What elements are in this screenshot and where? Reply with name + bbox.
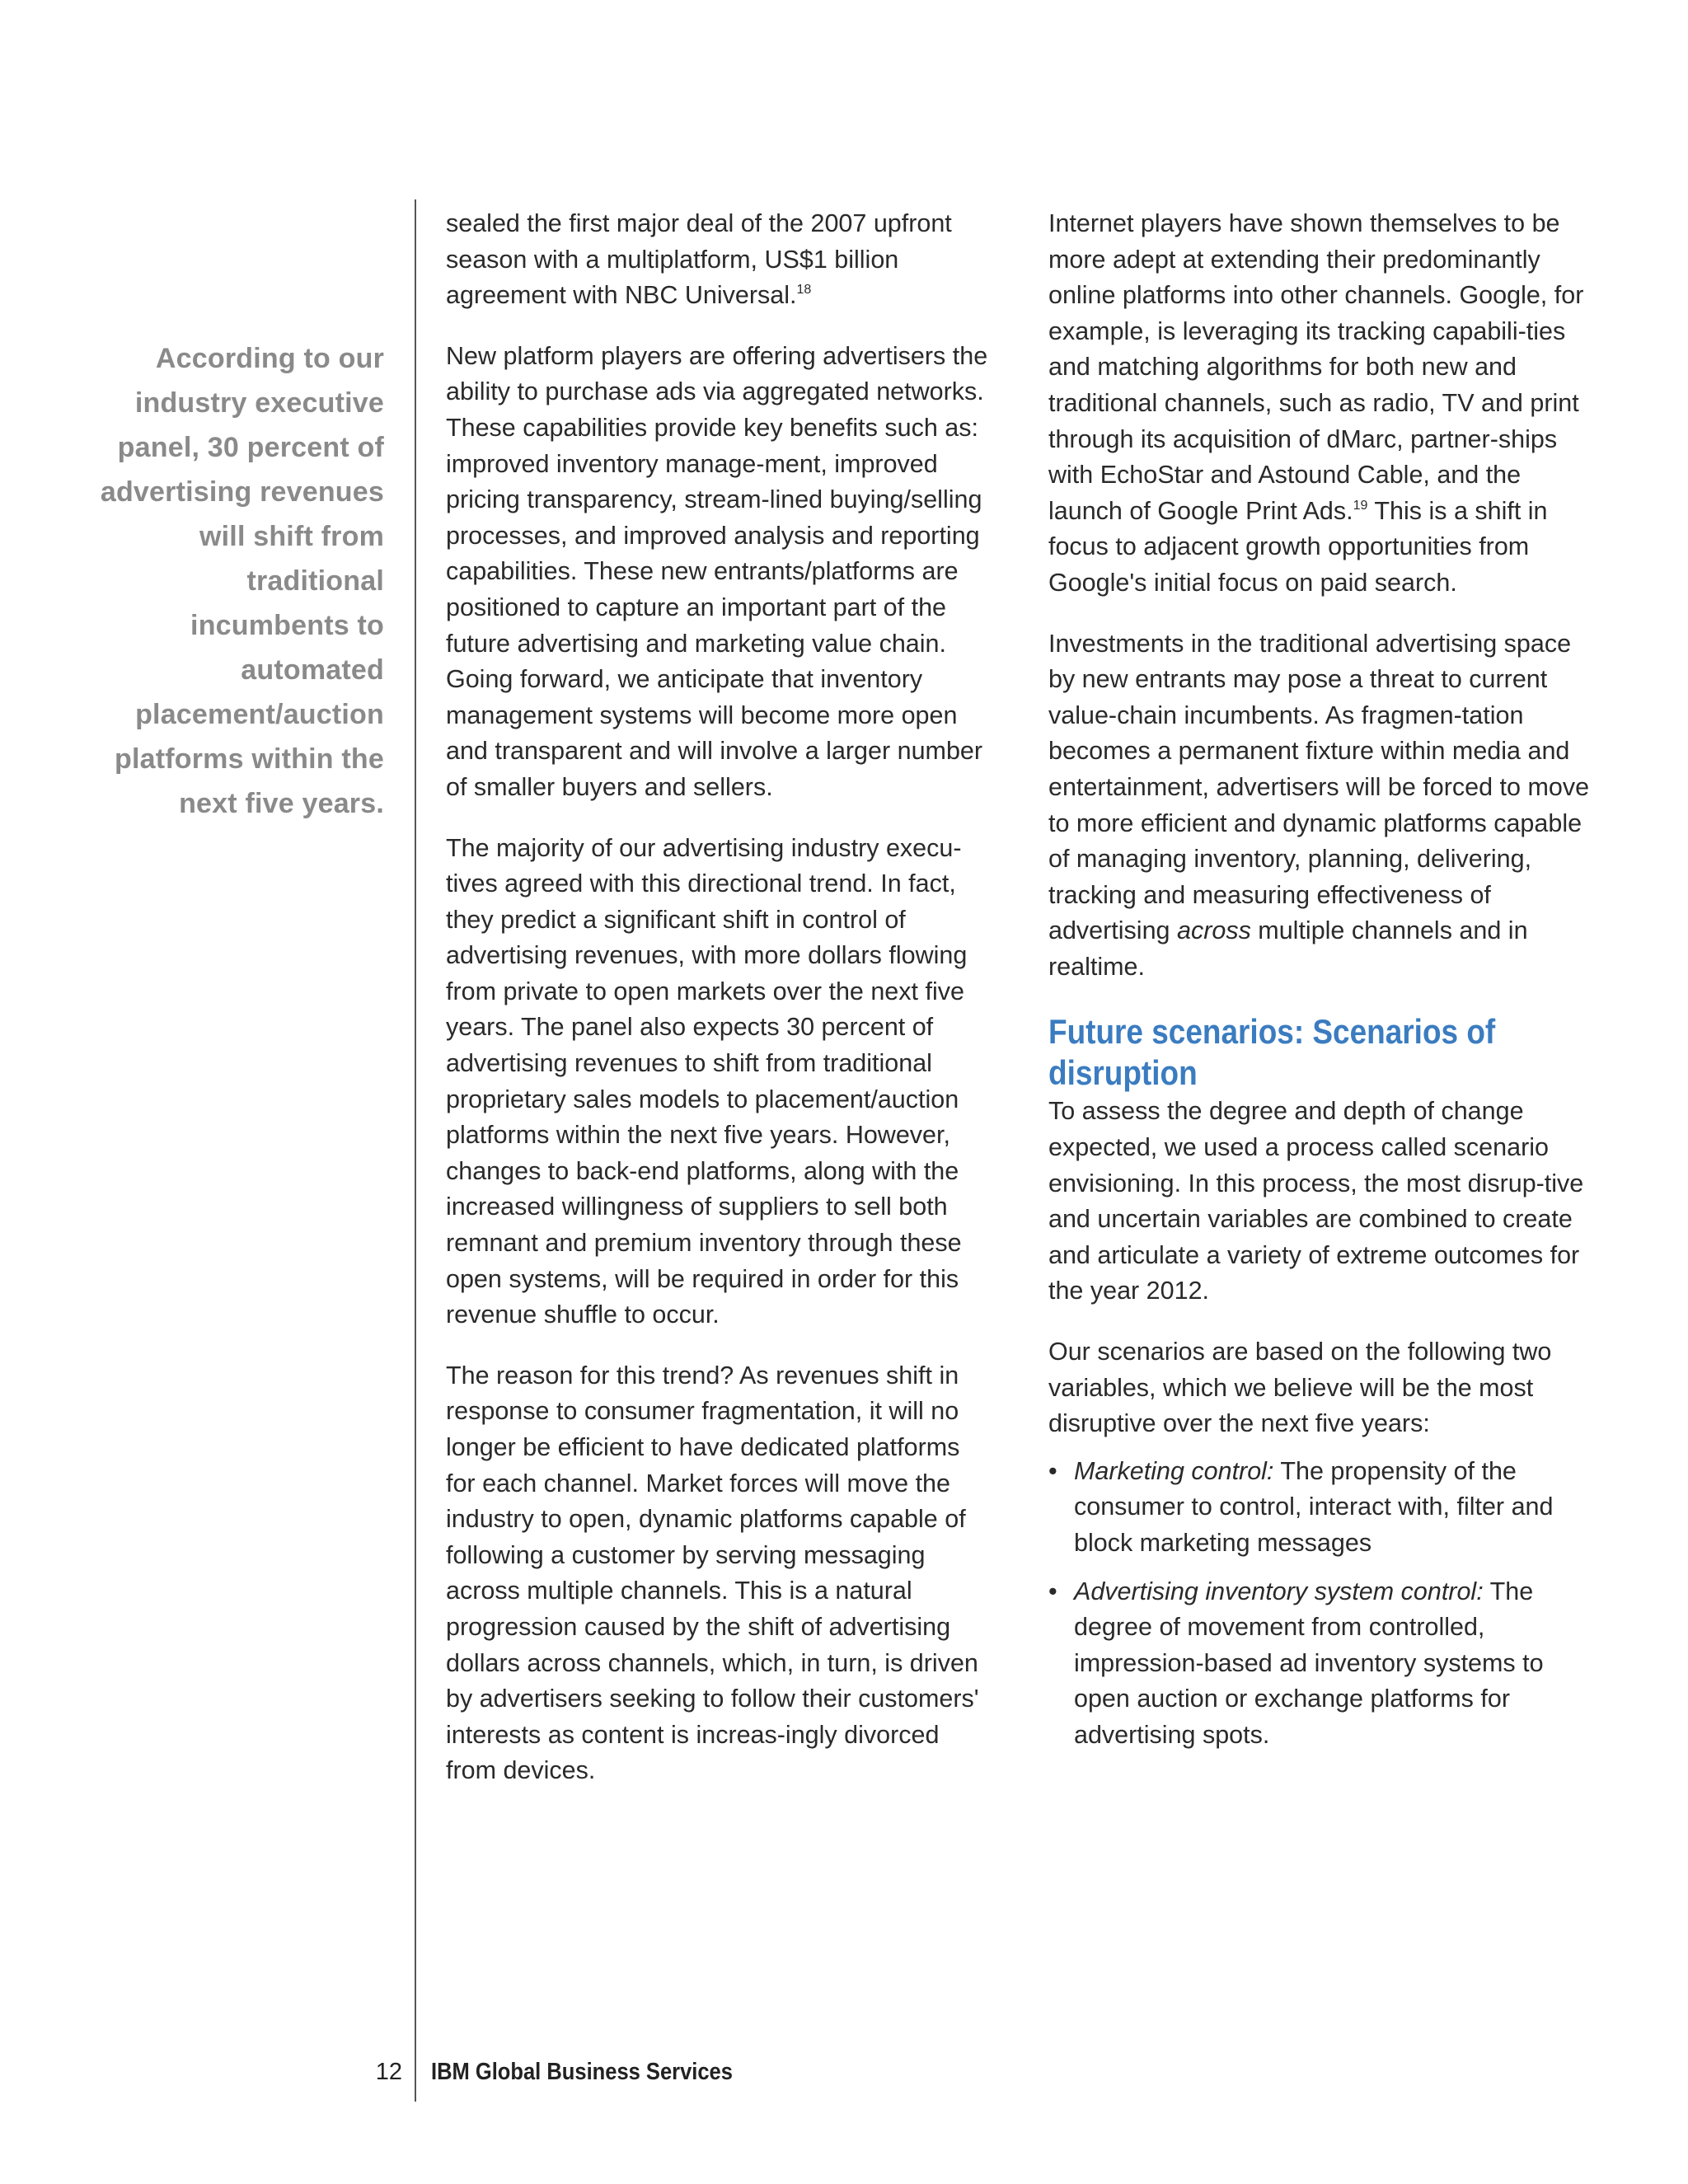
paragraph-text: Internet players have shown themselves to be more adept at extending their predominantly online platforms into other channels. Google, for example, is leveraging its tracking capabili-ties and matching algorithms for both new and traditional channels, such as radio, TV and print through its acquisition of dMarc, partner-ships with EchoStar and Astound Cable, and the launch of Google Print Ads. [1048,209,1584,525]
bullet-list [1048,1454,1592,1754]
paragraph-text: multiple channels and in realtime. [1048,916,1528,981]
list-item [1048,1454,1592,1562]
paragraph-text: Investments in the traditional advertising space by new entrants may pose a threat to current value-chain incumbents. As fragmen-tation becomes a permanent fixture within media and entertainment, advertisers will be forced to move to more efficient and dynamic platforms capable of managing inventory, planning, delivering, tracking and measuring effectiveness of advertising [1048,629,1590,945]
middle-column [446,206,990,1814]
paragraph [1048,626,1592,986]
paragraph [446,206,990,314]
bullet-icon: • [1048,1577,1057,1605]
paragraph [1048,206,1592,602]
pull-quote: According to our industry executive panel, 30 percent of advertising revenues will shift from traditional incumbents to automated placement/auction platforms within the next five years. [100,343,384,819]
list-item [1048,1574,1592,1754]
paragraph: New platform players are offering advertisers the ability to purchase ads via aggregated networks. These capabilities provide key benefits such as: improved inventory manage-ment, improved pricing transparency, stream-lined buying/selling processes, and improved analysis and reporting capabilities. These new entrants/platforms are positioned to capture an important part of the future advertising and marketing value chain. Going forward, we anticipate that inventory management systems will become more open and transparent and will involve a larger number of smaller buyers and sellers. [446,341,988,801]
section-heading: Future scenarios: Scenarios of disruption [1048,1012,1496,1093]
footnote-ref: 18 [796,283,812,298]
bullet-text: The degree of movement from controlled, impression-based ad inventory systems to open auction or exchange platforms for advertising spots. [1074,1577,1544,1749]
paragraph: The reason for this trend? As revenues shift in response to consumer fragmentation, it will no longer be efficient to have dedicated platforms for each channel. Market forces will move the industry to open, dynamic platforms capable of following a customer by serving messaging across multiple channels. This is a natural progression caused by the shift of advertising dollars across channels, which, in turn, is driven by advertisers seeking to follow their customers' interests as content is increas-ingly divorced from devices. [446,1361,979,1785]
paragraph: The majority of our advertising industry execu-tives agreed with this directional trend. In fact, they predict a significant shift in control of advertising revenues, with more dollars flowing from private to open markets over the next five years. The panel also expects 30 percent of advertising revenues to shift from traditional proprietary sales models to placement/auction platforms within the next five years. However, changes to back-end platforms, along with the increased willingness of suppliers to sell both remnant and premium inventory through these open systems, will be required in order for this revenue shuffle to occur. [446,833,968,1329]
emphasis-text: across [1176,916,1251,945]
footnote-ref: 19 [1353,498,1368,513]
bullet-label: Advertising inventory system control: [1074,1577,1484,1605]
bullet-text: The propensity of the consumer to control, interact with, filter and block marketing messages [1074,1456,1554,1557]
page-number: 12 [375,2059,402,2085]
paragraph: Our scenarios are based on the following two variables, which we believe will be the most disruptive over the next five years: [1048,1338,1552,1438]
vertical-divider-rule [415,199,416,2102]
paragraph-text: This is a shift in focus to adjacent growth opportunities from Google's initial focus on paid search. [1048,496,1548,597]
right-column [1048,206,1592,1766]
bullet-label: Marketing control: [1074,1456,1274,1485]
paragraph-text: sealed the first major deal of the 2007 upfront season with a multiplatform, US$1 billion agreement with NBC Universal. [446,209,952,310]
paragraph: To assess the degree and depth of change expected, we used a process called scenario envisioning. In this process, the most disrup-tive and uncertain variables are combined to create and articulate a variety of extreme outcomes for the year 2012. [1048,1097,1584,1305]
footer-title: IBM Global Business Services [431,2059,733,2085]
bullet-icon: • [1048,1456,1057,1485]
page-footer [0,2057,1688,2090]
